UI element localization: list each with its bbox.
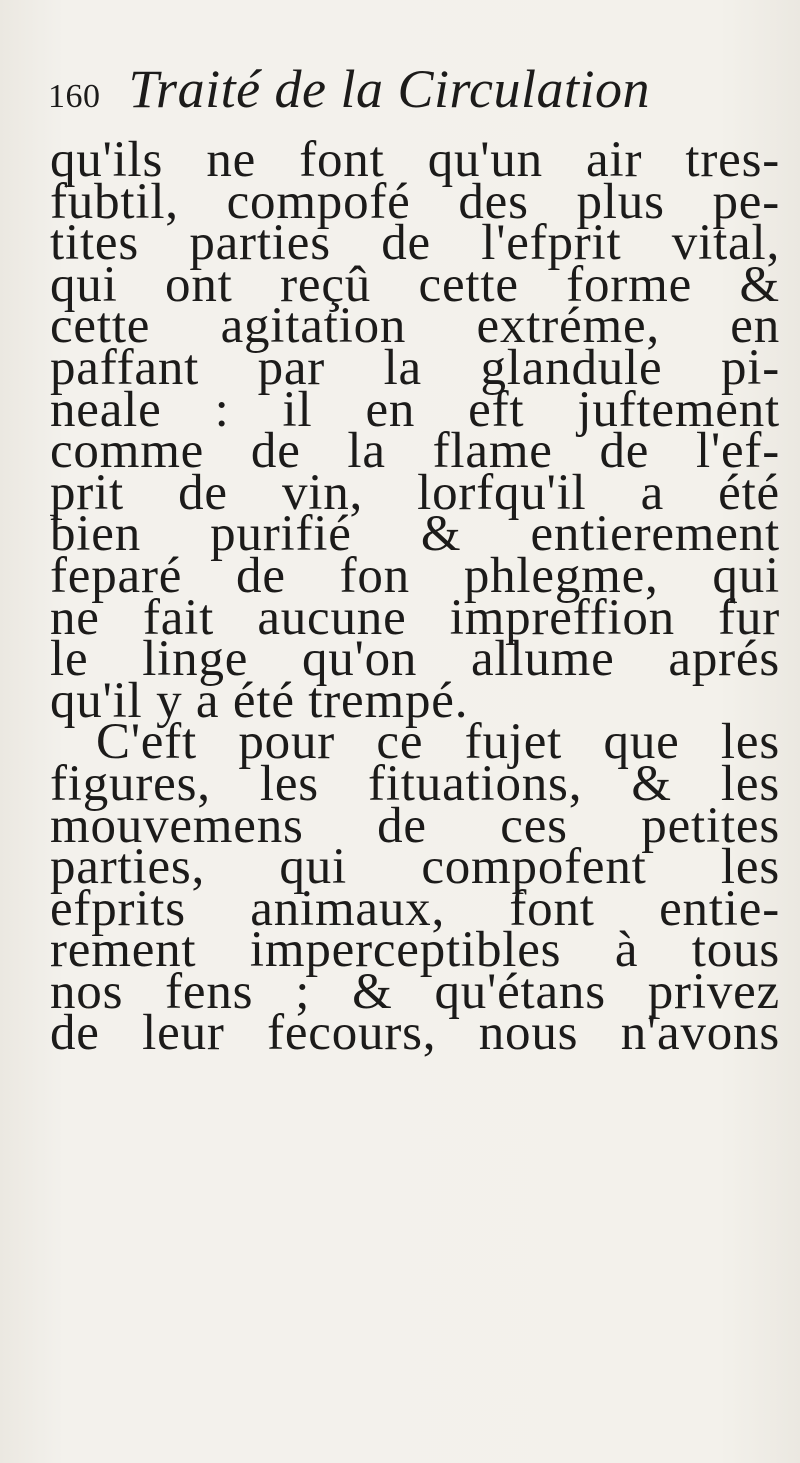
text-line: C'eft pour ce fujet que les bbox=[96, 714, 780, 771]
text-line: fubtil, compofé des plus pe- bbox=[50, 173, 780, 230]
text-line: tites parties de l'efprit vital, bbox=[50, 215, 780, 272]
text-line: rement imperceptibles à tous bbox=[50, 922, 780, 979]
text-line: bien purifié & entierement bbox=[50, 506, 780, 563]
text-line: le linge qu'on allume aprés bbox=[50, 631, 780, 688]
text-line: cette agitation extréme, en bbox=[50, 298, 780, 355]
text-line: paffant par la glandule pi- bbox=[50, 339, 780, 396]
text-line: neale : il en eft juftement bbox=[50, 381, 780, 438]
text-line: parties, qui compofent les bbox=[50, 839, 780, 896]
body-text bbox=[50, 132, 780, 1062]
text-line: feparé de fon phlegme, qui bbox=[50, 547, 780, 604]
text-line: ne fait aucune impreffion fur bbox=[50, 589, 780, 646]
text-line: prit de vin, lorfqu'il a été bbox=[50, 464, 780, 521]
text-line: comme de la flame de l'ef- bbox=[50, 423, 780, 480]
page-number: 160 bbox=[48, 78, 101, 115]
text-line: mouvemens de ces petites bbox=[50, 797, 780, 854]
text-line: efprits animaux, font entie- bbox=[50, 880, 780, 937]
text-line: nos fens ; & qu'étans privez bbox=[50, 963, 780, 1020]
text-line: qu'ils ne font qu'un air tres- bbox=[50, 132, 780, 188]
running-head bbox=[48, 59, 788, 119]
text-line: figures, les fituations, & les bbox=[50, 755, 780, 812]
running-title: Traité de la Circulation bbox=[128, 59, 651, 119]
text-line: qui ont reçû cette forme & bbox=[50, 256, 780, 313]
text-line: qu'il y a été trempé. bbox=[50, 672, 469, 729]
text-line: de leur fecours, nous n'avons bbox=[50, 1005, 780, 1062]
